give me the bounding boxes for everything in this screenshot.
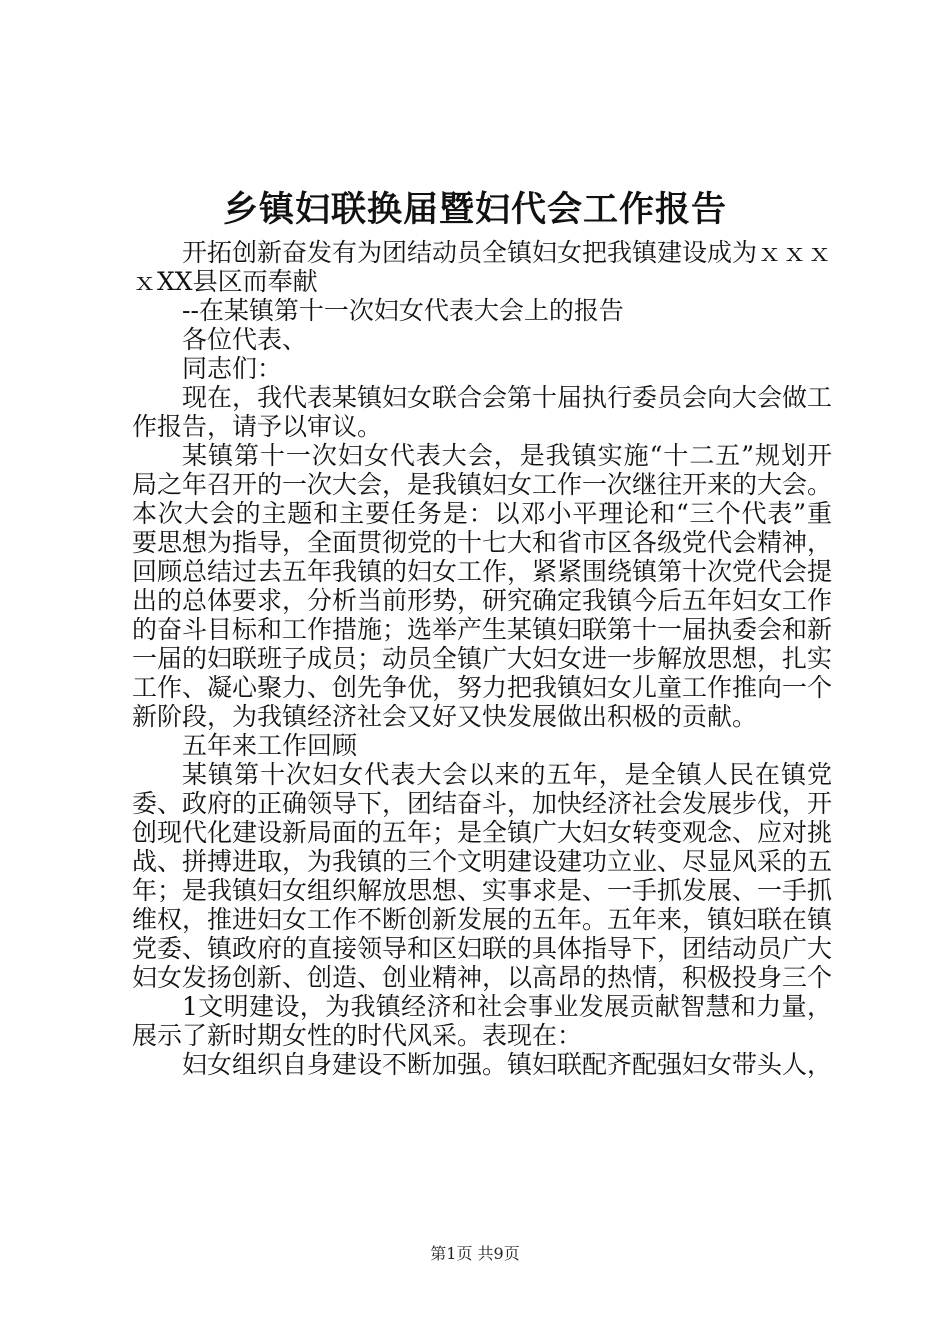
paragraph-organization: 妇女组织自身建设不断加强。镇妇联配齐配强妇女带头人， [182, 1050, 833, 1079]
paragraph-civilization: 1文明建设，为我镇经济和社会事业发展贡献智慧和力量，展示了新时期女性的时代风采。表现在： [132, 992, 832, 1050]
section-heading-review: 五年来工作回顾 [182, 731, 358, 760]
paragraph-intro: 现在，我代表某镇妇女联合会第十届执行委员会向大会做工作报告，请予以审议。 [132, 383, 833, 441]
paragraph-report-line: --在某镇第十一次妇女代表大会上的报告 [182, 296, 624, 325]
paragraph-subtitle: 开拓创新奋发有为团结动员全镇妇女把我镇建设成为ｘｘｘｘXX县区而奉献 [132, 238, 833, 296]
paragraph-salutation-delegates: 各位代表、 [182, 325, 308, 354]
document-title: 乡镇妇联换届暨妇代会工作报告 [222, 189, 727, 230]
paragraph-salutation-comrades: 同志们： [182, 354, 283, 383]
paragraph-congress-theme: 某镇第十一次妇女代表大会，是我镇实施“十二五”规划开局之年召开的一次大会，是我镇妇女工作一次继往开来的大会。本次大会的主题和主要任务是：以邓小平理论和“三个代表”重要思想为指导，全面贯彻党的十七大和省市区各级党代会精神，回顾总结过去五年我镇的妇女工作，紧紧围绕镇第十次党代会提出的总体要求，分析当前形势，研究确定我镇今后五年妇女工作的奋斗目标和工作措施；选举产生某镇妇联第十一届执委会和新一届的妇联班子成员；动员全镇广大妇女进一步解放思想，扎实工作、凝心聚力、创先争优，努力把我镇妇女儿童工作推向一个新阶段，为我镇经济社会又好又快发展做出积极的贡献。 [132, 441, 833, 731]
paragraph-five-years: 某镇第十次妇女代表大会以来的五年，是全镇人民在镇党委、政府的正确领导下，团结奋斗，加快经济社会发展步伐，开创现代化建设新局面的五年；是全镇广大妇女转变观念、应对挑战、拼搏进取，为我镇的三个文明建设建功立业、尽显风采的五年；是我镇妇女组织解放思想、实事求是、一手抓发展、一手抓维权，推进妇女工作不断创新发展的五年。五年来，镇妇联在镇党委、镇政府的直接领导和区妇联的具体指导下，团结动员广大妇女发扬创新、创造、创业精神，以高昂的热情，积极投身三个 [132, 760, 833, 992]
document-body [132, 238, 832, 1079]
page-footer: 第1页 共9页 [430, 1244, 520, 1263]
